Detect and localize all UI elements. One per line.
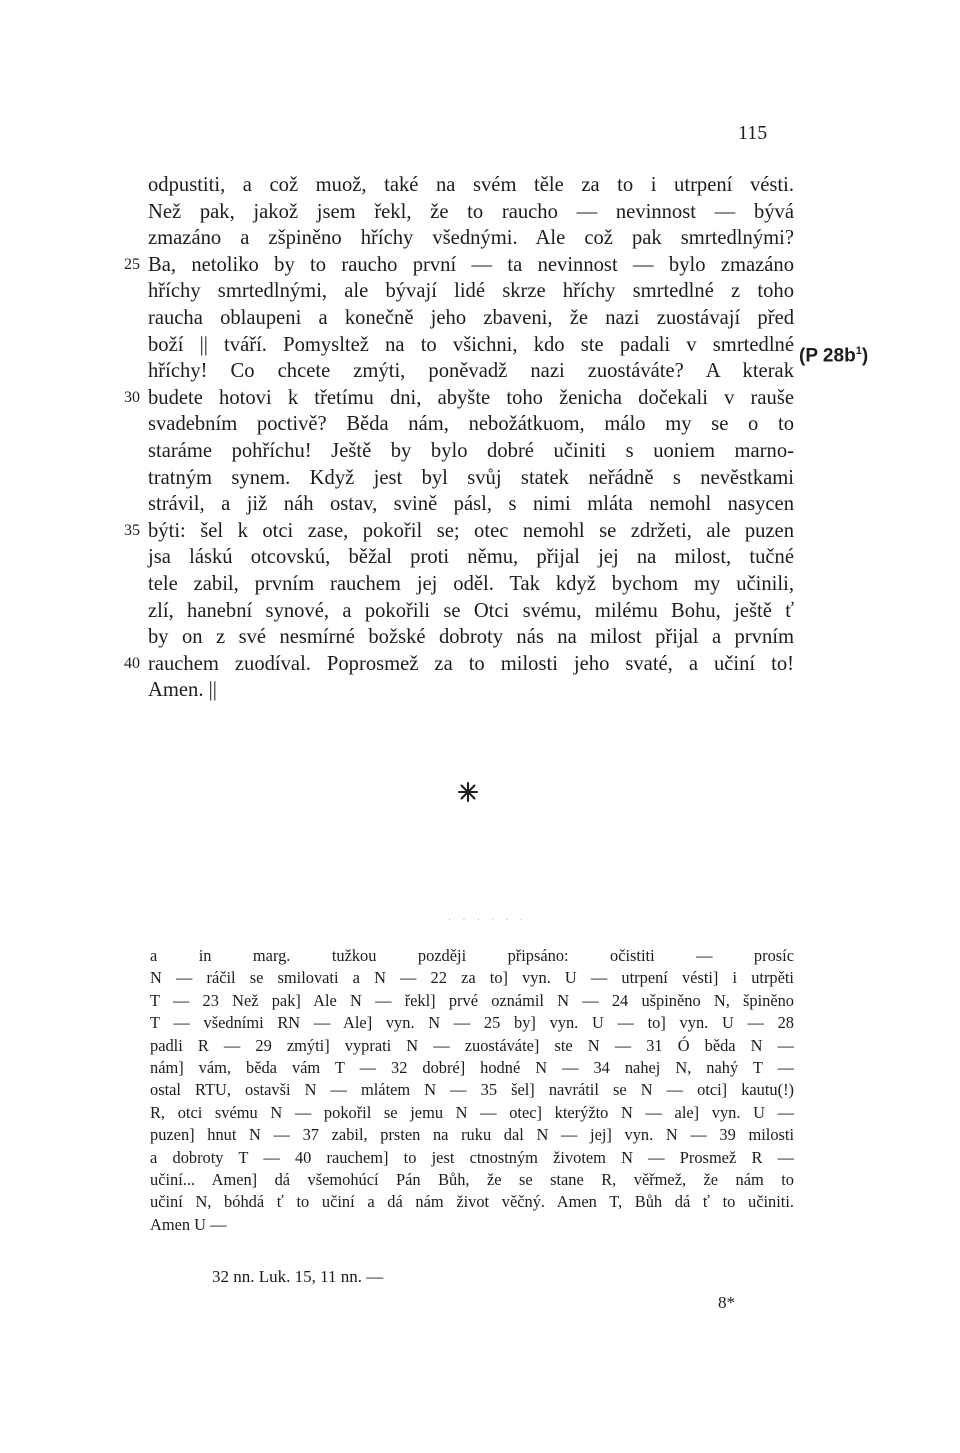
line-number: 25 — [124, 255, 140, 273]
apparatus-line: T — všedními RN — Ale] vyn. N — 25 by] vyn. U — to] vyn. U — 28 — [150, 1013, 794, 1033]
line-text: budete hotovi k třetímu dni, abyšte toho ženicha dočekali v rauše — [148, 386, 794, 409]
text-line — [148, 172, 794, 199]
page-number: 115 — [738, 122, 768, 144]
bible-reference: 32 nn. Luk. 15, 11 nn. — — [212, 1267, 384, 1286]
text-line — [148, 411, 794, 438]
line-text: raucha oblaupeni a konečně jeho zbaveni, že nazi zuostávají před — [148, 306, 794, 329]
line-text: hříchy smrtedlnými, ale bývají lidé skrze hříchy smrtedlné z toho — [148, 280, 794, 303]
apparatus-line: a in marg. tužkou později připsáno: očistiti — prosíc — [150, 946, 794, 965]
line-text: zmazáno a zšpiněno hříchy všednými. Ale což pak smrtedlnými? — [148, 227, 794, 250]
apparatus-line: R, otci svému N — pokořil se jemu N — otec] kterýžto N — ale] vyn. U — — [150, 1102, 794, 1122]
text-line — [148, 225, 794, 252]
line-text: staráme pohříchu! Ještě by bylo dobré učiniti s uoniem marno- — [148, 439, 794, 462]
separator-dots: . . . . . . — [448, 912, 527, 923]
text-line — [124, 518, 794, 545]
text-line — [124, 651, 794, 678]
apparatus-line: padli R — 29 zmýti] vyprati N — zuostáváte] ste N — 31 Ó běda N — — [150, 1035, 794, 1055]
margin-note — [799, 345, 868, 367]
text-line — [124, 385, 794, 412]
line-text: tratným synem. Když jest byl svůj statek neřádně s nevěstkami — [148, 466, 794, 489]
margin-note-close: ) — [861, 345, 869, 367]
text-line — [148, 332, 794, 359]
text-line — [148, 598, 794, 625]
main-text — [124, 172, 794, 704]
text-line — [148, 571, 794, 598]
apparatus-line: učiní N, bóhdá ť to učiní a dá nám život věčný. Amen T, Bůh dá ť to učiniti. — [150, 1192, 794, 1212]
line-text: strávil, a již náh ostav, svině pásl, s nimi mláta nemohl nasycen — [148, 493, 794, 516]
text-line — [148, 677, 794, 704]
line-text: odpustiti, a což muož, také na svém těle za to i utrpení vésti. — [148, 174, 794, 196]
apparatus-line: N — ráčil se smilovati a N — 22 za to] vyn. U — utrpení vésti] i utrpěti — [150, 968, 794, 988]
apparatus-line: T — 23 Než pak] Ale N — řekl] prvé oznámil N — 24 ušpiněno N, špiněno — [150, 990, 794, 1010]
apparatus-line: nám] vám, běda vám T — 32 dobré] hodné N — 34 nahej N, nahý T — — [150, 1057, 794, 1077]
text-line — [148, 438, 794, 465]
line-number: 35 — [124, 521, 140, 539]
text-line — [148, 305, 794, 332]
line-text: hříchy! Co chcete zmýti, poněvadž nazi zuostáváte? A kterak — [148, 360, 794, 383]
line-number: 40 — [124, 654, 140, 672]
line-text: boží || tváří. Pomysltež na to všichni, kdo ste padali v smrtedlné — [148, 333, 794, 356]
line-text: býti: šel k otci zase, pokořil se; otec nemohl se zdržeti, ale puzen — [148, 519, 794, 542]
line-text: Než pak, jakož jsem řekl, že to raucho — nevinnost — bývá — [148, 200, 794, 223]
text-line — [148, 465, 794, 492]
signature-mark: 8* — [718, 1293, 735, 1312]
critical-apparatus — [150, 945, 794, 1236]
text-line — [148, 278, 794, 305]
margin-note-text: (P 28b — [799, 345, 856, 367]
line-number: 30 — [124, 388, 140, 406]
line-text: Amen. || — [148, 679, 217, 702]
asterisk-ornament-icon — [458, 782, 478, 802]
apparatus-line: puzen] hnut N — 37 zabil, prsten na ruku dal N — jej] vyn. N — 39 milosti — [150, 1125, 794, 1145]
line-text: tele zabil, prvním rauchem jej oděl. Tak když bychom my učinili, — [148, 572, 794, 595]
apparatus-line: učiní... Amen] dá všemohúcí Pán Bůh, že se stane R, věřmež, že nám to — [150, 1169, 794, 1189]
line-text: jsa láskú otcovskú, běžal proti němu, přijal jej na milost, tučné — [148, 546, 794, 569]
text-line — [148, 544, 794, 571]
line-text: zlí, hanební synové, a pokořili se Otci svému, milému Bohu, ještě ť — [148, 599, 794, 622]
apparatus-line: Amen U — — [150, 1214, 227, 1234]
text-line — [124, 252, 794, 279]
apparatus-line: a dobroty T — 40 rauchem] to jest ctnostným životem N — Prosmež R — — [150, 1147, 794, 1167]
text-line — [148, 358, 794, 385]
line-text: by on z své nesmírné božské dobroty nás na milost přijal a prvním — [148, 626, 794, 649]
text-line — [148, 624, 794, 651]
text-line — [148, 199, 794, 226]
text-line — [148, 491, 794, 518]
line-text: Ba, netoliko by to raucho první — ta nevinnost — bylo zmazáno — [148, 253, 794, 276]
margin-note-sup: 1 — [855, 345, 862, 357]
line-text: rauchem zuodíval. Poprosmež za to milosti jeho svaté, a učiní to! — [148, 652, 794, 675]
apparatus-line: ostal RTU, ostavši N — mlátem N — 35 šel] navrátil se N — otci] kautu(!) — [150, 1080, 794, 1100]
line-text: svadebním poctivě? Běda nám, nebožátkuom, málo my se o to — [148, 413, 794, 436]
